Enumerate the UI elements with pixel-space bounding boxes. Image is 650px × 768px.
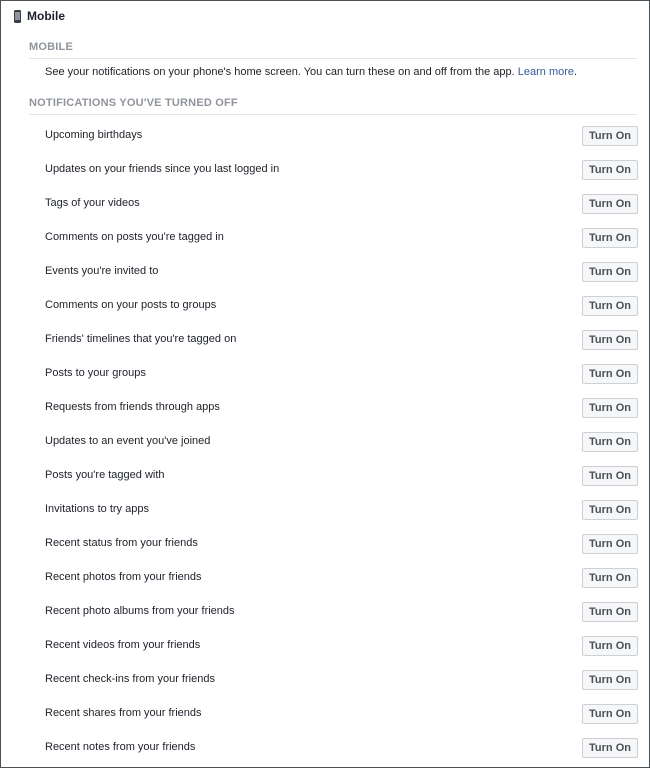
notification-row: [1, 560, 649, 594]
notification-row: [1, 492, 649, 526]
notification-row: [1, 662, 649, 696]
notification-row: [1, 390, 649, 424]
notification-row: [1, 696, 649, 730]
turn-on-button[interactable]: Turn On: [582, 296, 638, 316]
turn-on-button[interactable]: Turn On: [582, 704, 638, 724]
notification-row: [1, 458, 649, 492]
description-period: .: [574, 66, 578, 78]
notification-row: [1, 594, 649, 628]
turn-on-button[interactable]: Turn On: [582, 602, 638, 622]
turn-on-button[interactable]: Turn On: [582, 500, 638, 520]
notification-label: Comments on your posts to groups: [45, 299, 217, 311]
notification-label: Comments on posts you're tagged in: [45, 231, 224, 243]
notification-row: [1, 220, 649, 254]
notification-label: Recent notes from your friends: [45, 741, 196, 753]
notification-row: [1, 526, 649, 560]
turned-off-section-heading: NOTIFICATIONS YOU'VE TURNED OFF: [29, 97, 637, 115]
description-text: See your notifications on your phone's home screen. You can turn these on and off from the app.: [45, 66, 515, 78]
turn-on-button[interactable]: Turn On: [582, 160, 638, 180]
panel-title: Mobile: [27, 9, 65, 23]
turn-on-button[interactable]: Turn On: [582, 398, 638, 418]
learn-more-link[interactable]: Learn more: [517, 66, 575, 78]
mobile-description: [45, 66, 577, 78]
notification-row: [1, 628, 649, 662]
turn-on-button[interactable]: Turn On: [582, 534, 638, 554]
notification-label: Upcoming birthdays: [45, 129, 143, 141]
notification-label: Requests from friends through apps: [45, 401, 220, 413]
notification-label: Recent photo albums from your friends: [45, 605, 235, 617]
turn-on-button[interactable]: Turn On: [582, 738, 638, 758]
turn-on-button[interactable]: Turn On: [582, 568, 638, 588]
turn-on-button[interactable]: Turn On: [582, 432, 638, 452]
notification-label: Events you're invited to: [45, 265, 159, 277]
turn-on-button[interactable]: Turn On: [582, 194, 638, 214]
turn-on-button[interactable]: Turn On: [582, 670, 638, 690]
notification-row: [1, 424, 649, 458]
panel-header: [14, 8, 65, 24]
notification-label: Recent shares from your friends: [45, 707, 202, 719]
turn-on-button[interactable]: Turn On: [582, 228, 638, 248]
mobile-section-heading: MOBILE: [29, 41, 637, 59]
turn-on-button[interactable]: Turn On: [582, 330, 638, 350]
turn-on-button[interactable]: Turn On: [582, 364, 638, 384]
notification-row: [1, 322, 649, 356]
turned-off-notification-list: [1, 118, 649, 764]
notification-row: [1, 118, 649, 152]
notification-label: Recent status from your friends: [45, 537, 198, 549]
turn-on-button[interactable]: Turn On: [582, 466, 638, 486]
notification-label: Recent videos from your friends: [45, 639, 201, 651]
notification-label: Updates on your friends since you last logged in: [45, 163, 280, 175]
notification-label: Updates to an event you've joined: [45, 435, 211, 447]
notification-label: Recent check-ins from your friends: [45, 673, 215, 685]
turn-on-button[interactable]: Turn On: [582, 262, 638, 282]
notification-row: [1, 254, 649, 288]
notification-row: [1, 186, 649, 220]
notification-label: Tags of your videos: [45, 197, 140, 209]
notification-row: [1, 152, 649, 186]
notification-label: Posts you're tagged with: [45, 469, 165, 481]
turn-on-button[interactable]: Turn On: [582, 126, 638, 146]
mobile-phone-icon: [14, 10, 21, 23]
notification-label: Recent photos from your friends: [45, 571, 202, 583]
turn-on-button[interactable]: Turn On: [582, 636, 638, 656]
notification-row: [1, 356, 649, 390]
notification-row: [1, 288, 649, 322]
notification-label: Posts to your groups: [45, 367, 146, 379]
notification-label: Invitations to try apps: [45, 503, 149, 515]
notification-row: [1, 730, 649, 764]
notification-label: Friends' timelines that you're tagged on: [45, 333, 237, 345]
